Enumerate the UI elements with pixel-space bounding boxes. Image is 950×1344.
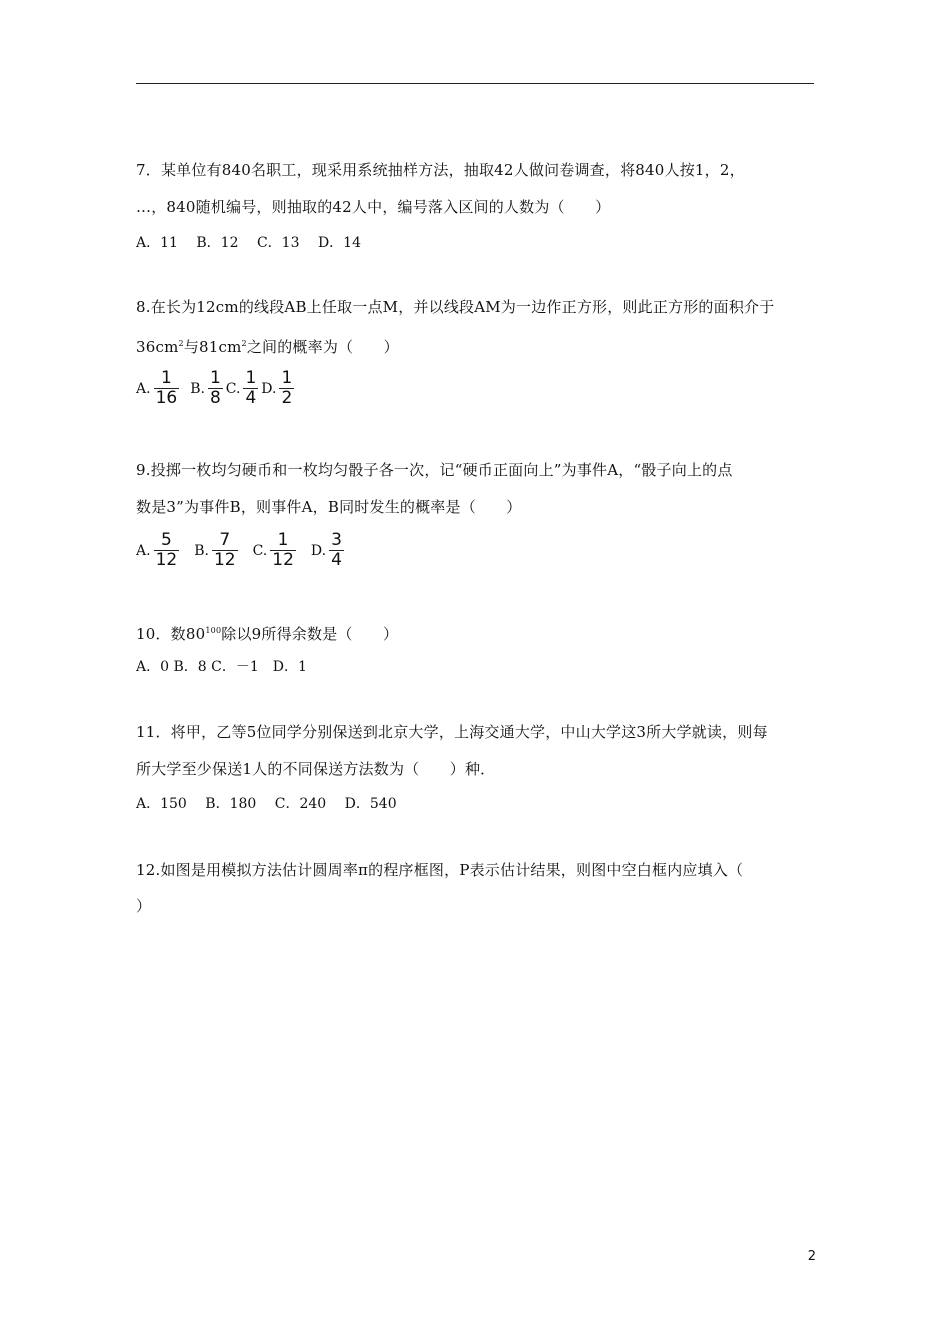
fraction: $\frac{1}{2}$ — [281, 368, 293, 408]
q7-option-b: B．12 — [196, 235, 239, 251]
fraction: $\frac{3}{4}$ — [331, 530, 342, 570]
q12-line1: 12.如图是用模拟方法估计圆周率π的程序框图，P表示估计结果，则图中空白框内应填入（ — [136, 861, 744, 879]
fraction: $\frac{7}{12}$ — [213, 530, 236, 570]
q8-line2: $36cm^2$与$81cm^2$之间的概率为（ ） — [136, 338, 399, 356]
q11-option-b: B．180 — [205, 796, 257, 812]
q9-option-d: D. $\frac{3}{4}$ — [310, 530, 342, 570]
q9-line1: 9.投掷一枚均匀硬币和一枚均匀骰子各一次，记“硬币正面向上”为事件A，“骰子向上的点 — [136, 461, 733, 479]
q9-option-c: C. $\frac{1}{12}$ — [252, 530, 294, 570]
q7-option-c: C．13 — [256, 235, 300, 251]
q10-line1: 10．数$80^{100}$除以9所得余数是（ ） — [136, 625, 399, 643]
q9-option-b: B. $\frac{7}{12}$ — [194, 530, 236, 570]
q10-options: A．0 B．8 C．－1 D．1 — [136, 659, 307, 675]
q11-option-d: D．540 — [344, 796, 397, 812]
page-number: 2 — [807, 1249, 816, 1264]
q8-option-b: B. $\frac{1}{8}$ — [190, 368, 221, 408]
q12-line2: ） — [136, 897, 152, 915]
q7-line1: 7．某单位有840名职工，现采用系统抽样方法，抽取42人做问卷调查，将840人按1，2， — [136, 161, 745, 179]
fraction: $\frac{1}{8}$ — [209, 368, 221, 408]
fraction: $\frac{1}{16}$ — [155, 368, 178, 408]
header-rule — [136, 83, 814, 84]
q8-option-a: A. $\frac{1}{16}$ — [136, 368, 178, 408]
q7-option-d: D．14 — [317, 235, 361, 251]
q8-line1: 8.在长为12cm的线段AB上任取一点M，并以线段AM为一边作正方形，则此正方形的面积介于 — [136, 298, 775, 316]
fraction: $\frac{5}{12}$ — [155, 530, 178, 570]
q9-options — [136, 531, 347, 570]
q11-line1: 11．将甲，乙等5位同学分别保送到北京大学，上海交通大学，中山大学这3所大学就读，则每 — [136, 723, 768, 741]
q8-options — [136, 369, 297, 408]
q11-option-c: C．240 — [274, 796, 327, 812]
q9-line2: 数是3”为事件B，则事件A，B同时发生的概率是（ ） — [136, 498, 522, 516]
q7-line2: …，840随机编号，则抽取的42人中，编号落入区间的人数为（ ） — [136, 198, 611, 216]
q7-option-a: A．11 — [136, 235, 178, 251]
fraction: $\frac{1}{4}$ — [245, 368, 257, 408]
q8-option-d: D. $\frac{1}{2}$ — [261, 368, 293, 408]
q11-options — [136, 793, 397, 813]
q11-option-a: A．150 — [136, 796, 187, 812]
q8-option-c: C. $\frac{1}{4}$ — [225, 368, 257, 408]
q7-options — [136, 232, 361, 252]
q11-line2: 所大学至少保送1人的不同保送方法数为（ ）种． — [136, 760, 496, 778]
q9-option-a: A. $\frac{5}{12}$ — [136, 530, 178, 570]
fraction: $\frac{1}{12}$ — [272, 530, 294, 570]
